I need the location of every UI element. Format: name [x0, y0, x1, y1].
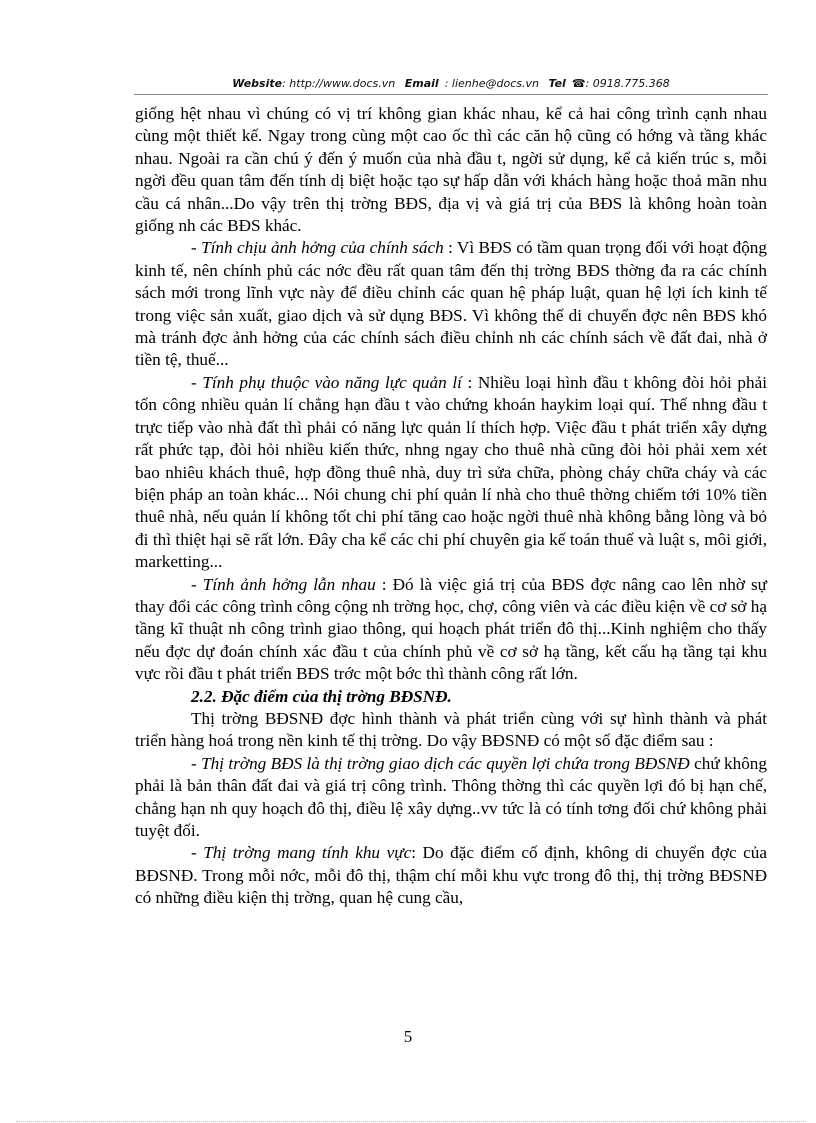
- page-bottom-divider: [16, 1121, 806, 1122]
- paragraph-text: : Vì BĐS có tầm quan trọng đối với hoạt động kinh tế, nên chính phủ các nớc đều rất quan tâm đến thị trờng BĐS thờng đa ra các chính sách mới trong lĩnh vực này để điều chỉnh các quan hệ pháp luật, quan hệ lợi ích kinh tế trong việc sản xuất, giao dịch và sử dụng BĐS. Vì không thể di chuyển đợc nên BĐS khó mà tránh đợc ảnh hởng của các chính sách điều chỉnh nh các chính sách về đất đai, nhà ở tiền tệ, thuế...: [135, 238, 767, 370]
- email-value: : lienhe@docs.vn: [444, 77, 539, 90]
- email-label: Email: [404, 77, 439, 90]
- paragraph-title: - Thị trờng BĐS là thị trờng giao dịch các quyền lợi chứa trong BĐSNĐ: [191, 753, 690, 773]
- paragraph-title: - Tính phụ thuộc vào năng lực quản lí: [191, 372, 462, 392]
- tel-label: Tel: [548, 77, 566, 90]
- phone-icon: ☎: [571, 77, 586, 90]
- paragraph-text: : Nhiều loại hình đầu t không đòi hỏi phải tốn công nhiều quản lí chẳng hạn đầu t vào chứng khoán haykim loại quí. Thế nhng đầu t trực tiếp vào nhà đất thì phải có năng lực quản lí thích hợp. Việc đầu t phát triển xây dựng rất phức tạp, đòi hỏi nhiều kiến thức, nhng ngay cho thuê nhà cũng đòi hỏi phải xem xét bao nhiêu khách thuê, hợp đồng thuê nhà, duy trì sửa chữa, phòng cháy chữa cháy và các biện pháp an toàn khác... Nói chung chi phí quản lí nhà cho thuê thờng chiếm tới 10% tiền thuê nhà, nếu quản lí không tốt chi phí tăng cao hoặc ngời thuê nhà không bằng lòng và bỏ đi thì thiệt hại sẽ rất lớn. Đây cha kể các chi phí chuyên gia kế toán thuế và luật s, môi giới, marketting...: [135, 372, 768, 572]
- section-heading: 2.2. Đặc điểm của thị trờng BĐSNĐ.: [191, 686, 452, 706]
- paragraph-policy-influence: [135, 237, 767, 371]
- paragraph-market-intro: Thị trờng BĐSNĐ đợc hình thành và phát triển cùng với sự hình thành và phát triển hàng hoá trong nền kinh tế thị trờng. Do vậy BĐSNĐ có một số đặc điểm sau :: [135, 708, 767, 751]
- tel-value: : 0918.775.368: [585, 77, 670, 90]
- paragraph-title: - Tính ảnh hởng lẫn nhau: [191, 574, 376, 594]
- paragraph-mutual-influence: [135, 574, 767, 686]
- paragraph-title: - Tính chịu ảnh hởng của chính sách: [191, 238, 444, 258]
- paragraph-regional-market: [135, 842, 767, 909]
- website-value: : http://www.docs.vn: [282, 77, 396, 90]
- paragraph-rights-trading: [135, 753, 767, 843]
- paragraph-text: : Đó là việc giá trị của BĐS đợc nâng cao lên nhờ sự thay đổi các công trình công cộng nh trờng học, chợ, công viên và các điều kiện về cơ sở hạ tầng kĩ thuật nh công trình giao thông, qui hoạch phát triển đô thị...Kinh nghiệm cho thấy nếu đợc dự đoán chính xác đầu t của chính phủ về cơ sở hạ tầng, kết cấu hạ tầng tại khu vực rồi đầu t phát triển BĐS trớc một bớc thì thành công rất lớn.: [135, 574, 767, 684]
- website-label: Website: [232, 77, 283, 90]
- paragraph-text: chứ không phải là bản thân đất đai và giá trị công trình. Thông thờng thì các quyền lợi đó bị hạn chế, chẳng hạn nh quy hoạch đô thị, điều lệ xây dựng..vv tức là có tính tơng đối chứ không phải tuyệt đối.: [135, 753, 767, 840]
- paragraph-management-dependency: [135, 372, 767, 574]
- document-body: [135, 103, 767, 910]
- page-header: [134, 74, 768, 95]
- page-number: 5: [403, 1027, 413, 1046]
- paragraph-text: : Do đặc điểm cố định, không di chuyển đợc của BĐSNĐ. Trong mỗi nớc, mỗi đô thị, thậm chí mỗi khu vực trong đô thị, thị trờng BĐSNĐ có những điều kiện thị trờng, quan hệ cung cầu,: [135, 843, 767, 908]
- paragraph-title: - Thị trờng mang tính khu vực: [191, 843, 412, 863]
- paragraph-continuation: giống hệt nhau vì chúng có vị trí không gian khác nhau, kể cả hai công trình cạnh nhau cùng một thiết kế. Ngay trong cùng một cao ốc thì các căn hộ cũng có hớng và tầng khác nhau. Ngoài ra cần chú ý đến ý muốn của nhà đầu t, ngời sử dụng, kể cả kiến trúc s, mỗi ngời đều quan tâm đến tính dị biệt hoặc tạo sự hấp dẫn với khách hàng hoặc thoả mãn nhu cầu cá nhân...Do vậy trên thị trờng BĐS, địa vị và giá trị của BĐS là không hoàn toàn giống nh các BĐS khác.: [135, 104, 767, 236]
